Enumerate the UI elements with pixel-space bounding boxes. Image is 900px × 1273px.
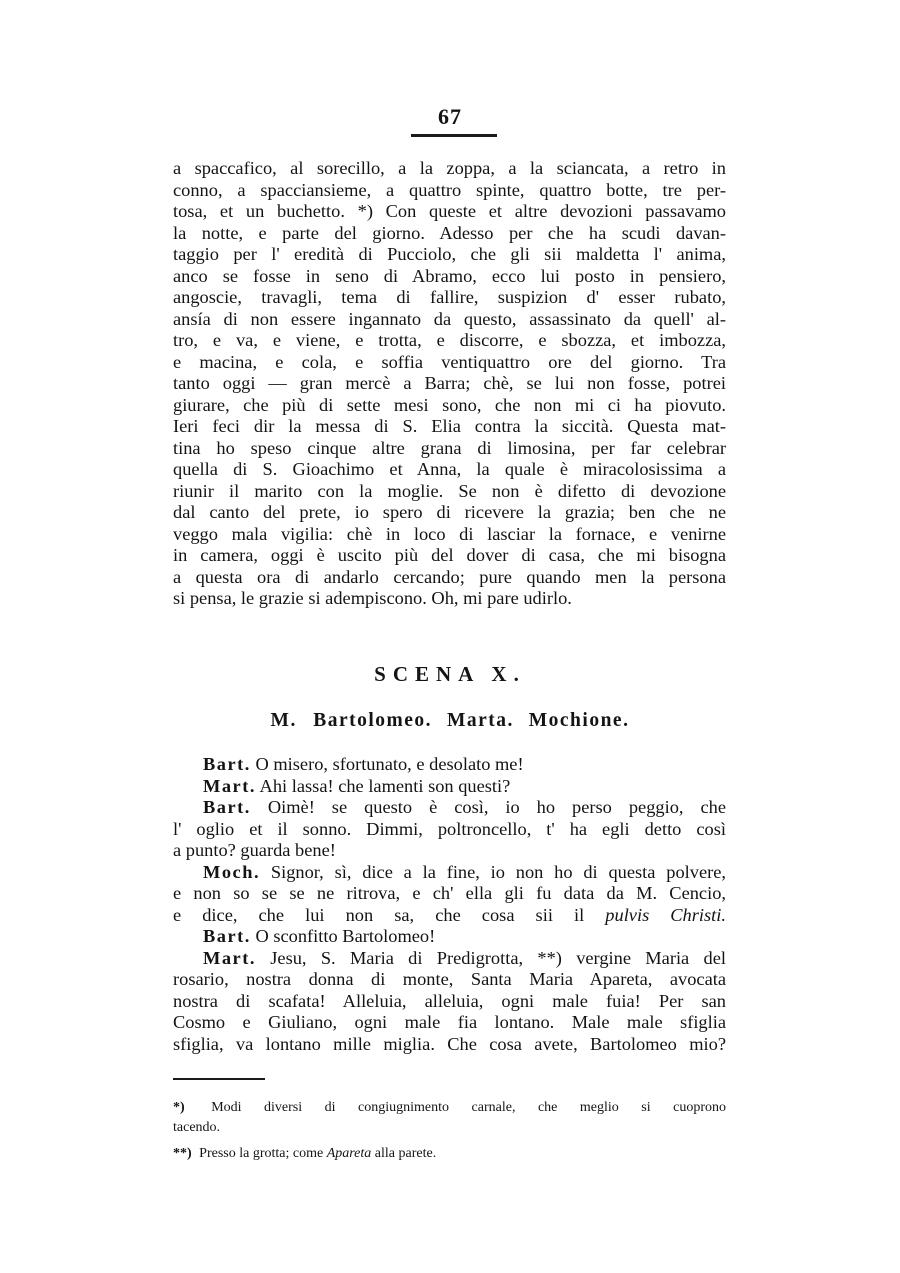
- speaker-label: Moch.: [203, 861, 261, 882]
- speech-text: Oimè! se questo è così, io ho perso peggio, che: [267, 797, 726, 817]
- speaker-label: Bart.: [203, 797, 251, 817]
- dialogue-line: l' oglio et il sonno. Dimmi, poltroncello, t' ha egli detto così: [173, 818, 726, 839]
- prose-line: quella di S. Gioachimo et Anna, la quale è miracolosissima a: [173, 459, 726, 479]
- prose-line: a questa ora di andarlo cercando; pure quando men la persona: [173, 566, 726, 587]
- footnote-1-continued: tacendo.: [173, 1120, 221, 1135]
- prose-line: e macina, e cola, e soffia ventiquattro ore del giorno. Tra: [173, 351, 726, 372]
- dialogue-line: [173, 905, 726, 927]
- prose-line: riunir il marito con la moglie. Se non è difetto di devozione: [173, 480, 726, 501]
- speaker-label: Mart.: [203, 775, 256, 796]
- prose-line: tro, e va, e viene, e trotta, e discorre, e sbozza, et imbozza,: [173, 330, 726, 350]
- character-name: Marta.: [446, 710, 514, 731]
- footnote-1: [173, 1098, 726, 1118]
- prose-line: taggio per l' eredità di Pucciolo, che gli sii maldetta l' anima,: [173, 244, 726, 264]
- footnote-marker: **): [173, 1146, 192, 1161]
- prose-line: si pensa, le grazie si adempiscono. Oh, mi pare udirlo.: [173, 588, 572, 608]
- footnote-text: Modi diversi di congiugnimento carnale, che meglio si cuoprono: [211, 1100, 726, 1115]
- scene-title: SCENA X.: [374, 662, 526, 686]
- footnote-rule: [173, 1078, 265, 1080]
- page-number-rule: [411, 134, 497, 137]
- prose-line: in camera, oggi è uscito più del dover di casa, che mi bisogna: [173, 545, 726, 565]
- speech-text: e dice, che lui non sa, che cosa sii il: [173, 904, 585, 925]
- latin-phrase: pulvis Christi.: [605, 904, 726, 925]
- prose-line: la notte, e parte del giorno. Adesso per che ha scudi davan-: [173, 222, 726, 243]
- prose-line: giurare, che più di sette mesi sono, che non mi ci ha piovuto.: [173, 394, 726, 415]
- prose-line: tosa, et un buchetto. *) Con queste et altre devozioni passavamo: [173, 201, 726, 221]
- prose-line: a spaccafico, al sorecillo, a la zoppa, a la sciancata, a retro in: [173, 158, 726, 178]
- character-list: [0, 710, 900, 732]
- prose-line: ansía di non essere ingannato da questo, assassinato da quell' al-: [173, 308, 726, 329]
- dialogue-passage: [173, 754, 726, 1055]
- speech-text: Jesu, S. Maria di Predigrotta, **) vergine Maria del: [270, 947, 726, 968]
- dialogue-line: [173, 862, 726, 884]
- dialogue-line: [173, 948, 726, 970]
- footnotes: [173, 1098, 726, 1164]
- footnote-italic-word: Apareta: [326, 1146, 372, 1161]
- dialogue-line: nostra di scafata! Alleluia, alleluia, ogni male fuia! Per san: [173, 990, 726, 1011]
- page-number: 67: [438, 104, 462, 129]
- dialogue-line: [173, 776, 726, 798]
- dialogue-line: [173, 926, 726, 948]
- dialogue-line: sfiglia, va lontano mille miglia. Che cosa avete, Bartolomeo mio?: [173, 1033, 726, 1054]
- character-name: M. Bartolomeo.: [270, 710, 433, 731]
- speech-text: Ahi lassa! che lamenti son questi?: [259, 775, 511, 796]
- dialogue-line: Cosmo e Giuliano, ogni male fia lontano. Male male sfiglia: [173, 1012, 726, 1032]
- speech-text: O sconfitto Bartolomeo!: [255, 926, 436, 946]
- speech-text: O misero, sfortunato, e desolato me!: [255, 754, 524, 774]
- prose-line: angoscie, travagli, tema di fallire, suspizion d' esser rubato,: [173, 287, 726, 307]
- prose-line: conno, a spacciansieme, a quattro spinte, quattro botte, tre per-: [173, 179, 726, 200]
- prose-passage: [173, 158, 726, 610]
- dialogue-line: e non so se se ne ritrova, e ch' ella gli fu data da M. Cencio,: [173, 883, 726, 903]
- dialogue-line: [173, 797, 726, 819]
- prose-line: dal canto del prete, io spero di ricevere la grazia; ben che ne: [173, 502, 726, 522]
- dialogue-line: [173, 754, 726, 776]
- speaker-label: Bart.: [203, 754, 251, 774]
- character-name: Mochione.: [528, 710, 630, 731]
- prose-line: tina ho speso cinque altre grana di limosina, per far celebrar: [173, 437, 726, 458]
- footnote-2: [173, 1144, 726, 1164]
- prose-line: anco se fosse in seno di Abramo, ecco lui posto in pensiero,: [173, 265, 726, 286]
- speaker-label: Mart.: [203, 947, 256, 968]
- speech-text: Signor, sì, dice a la fine, io non ho di questa polvere,: [270, 861, 726, 882]
- dialogue-line: a punto? guarda bene!: [173, 840, 336, 860]
- prose-line: tanto oggi — gran mercè a Barra; chè, se lui non fosse, potrei: [173, 373, 726, 393]
- footnote-text: Presso la grotta; come: [199, 1146, 324, 1161]
- dialogue-line: rosario, nostra donna di monte, Santa Maria Apareta, avocata: [173, 969, 726, 989]
- speaker-label: Bart.: [203, 926, 251, 946]
- footnote-marker: *): [173, 1100, 185, 1115]
- footnote-text: alla parete.: [374, 1146, 437, 1161]
- prose-line: veggo mala vigilia: chè in loco di lasciar la fornace, e venirne: [173, 523, 726, 544]
- prose-line: Ieri feci dir la messa di S. Elia contra la siccità. Questa mat-: [173, 416, 726, 436]
